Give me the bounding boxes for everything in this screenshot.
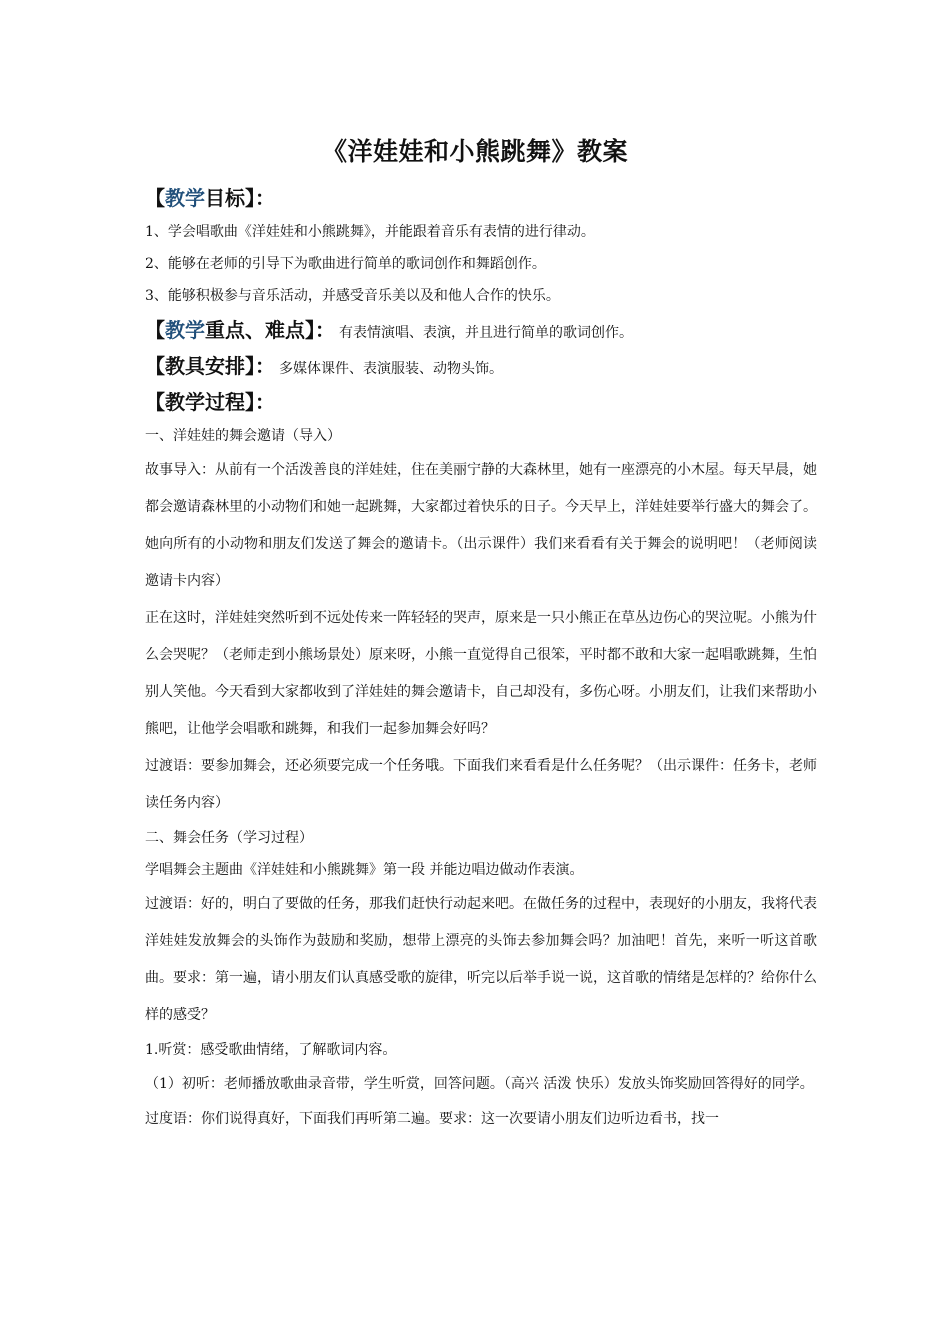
heading-label: 【教具安排】： xyxy=(145,354,275,378)
document-body xyxy=(145,180,817,1135)
paragraph: 学唱舞会主题曲《洋娃娃和小熊跳舞》第一段 并能边唱边做动作表演。 xyxy=(145,862,584,878)
paragraph: 过度语：你们说得真好，下面我们再听第二遍。要求：这一次要请小朋友们边听边看书，找一 xyxy=(145,1111,719,1127)
section-title: 二、舞会任务（学习过程） xyxy=(145,830,313,846)
heading-teaching-aids xyxy=(145,348,817,384)
goal-item: 2、能够在老师的引导下为歌曲进行简单的歌词创作和舞蹈创作。 xyxy=(145,256,546,272)
document-title: 《洋娃娃和小熊跳舞》教案 xyxy=(321,137,628,166)
goal-item: 3、能够积极参与音乐活动，并感受音乐美以及和他人合作的快乐。 xyxy=(145,288,560,304)
paragraph: 过渡语：好的，明白了要做的任务，那我们赶快行动起来吧。在做任务的过程中，表现好的小朋友，我将代表洋娃娃发放舞会的头饰作为鼓励和奖励，想带上漂亮的头饰去参加舞会吗？加油吧！首先，来听一听这首歌曲。要求：第一遍，请小朋友们认真感受歌的旋律，听完以后举手说一说，这首歌的情绪是怎样的？给你什么样的感受？ xyxy=(145,896,817,1023)
heading-accent: 教学 xyxy=(165,318,205,342)
paragraph: 1.听赏：感受歌曲情绪，了解歌词内容。 xyxy=(145,1042,397,1058)
paragraph: 正在这时，洋娃娃突然听到不远处传来一阵轻轻的哭声，原来是一只小熊正在草丛边伤心的哭泣呢。小熊为什么会哭呢？（老师走到小熊场景处）原来呀，小熊一直觉得自己很笨，平时都不敢和大家一起唱歌跳舞，生怕别人笑他。今天看到大家都收到了洋娃娃的舞会邀请卡，自己却没有，多伤心呀。小朋友们，让我们来帮助小熊吧，让他学会唱歌和跳舞，和我们一起参加舞会好吗？ xyxy=(145,610,817,737)
heading-open-bracket: 【 xyxy=(145,318,165,342)
heading-key-points xyxy=(145,312,817,348)
heading-teaching-process xyxy=(145,384,817,420)
section-title: 一、洋娃娃的舞会邀请（导入） xyxy=(145,428,341,444)
paragraph: 过渡语：要参加舞会，还必须要完成一个任务哦。下面我们来看看是什么任务呢？（出示课件：任务卡，老师读任务内容） xyxy=(145,758,817,811)
heading-label: 【教学过程】： xyxy=(145,390,275,414)
key-points-text: 有表情演唱、表演，并且进行简单的歌词创作。 xyxy=(339,325,633,341)
paragraph: （1）初听：老师播放歌曲录音带，学生听赏，回答问题。（高兴 活泼 快乐）发放头饰奖励回答得好的同学。 xyxy=(145,1076,814,1092)
heading-rest: 目标】： xyxy=(205,186,275,210)
heading-rest: 重点、难点】： xyxy=(205,318,335,342)
goal-item: 1、学会唱歌曲《洋娃娃和小熊跳舞》，并能跟着音乐有表情的进行律动。 xyxy=(145,224,595,240)
heading-teaching-goals xyxy=(145,180,817,216)
heading-open-bracket: 【 xyxy=(145,186,165,210)
heading-accent: 教学 xyxy=(165,186,205,210)
teaching-aids-text: 多媒体课件、表演服装、动物头饰。 xyxy=(279,361,503,377)
paragraph: 故事导入：从前有一个活泼善良的洋娃娃，住在美丽宁静的大森林里，她有一座漂亮的小木屋。每天早晨，她都会邀请森林里的小动物们和她一起跳舞，大家都过着快乐的日子。今天早上，洋娃娃要举行盛大的舞会了。她向所有的小动物和朋友们发送了舞会的邀请卡。（出示课件）我们来看看有关于舞会的说明吧！（老师阅读邀请卡内容） xyxy=(145,462,817,589)
